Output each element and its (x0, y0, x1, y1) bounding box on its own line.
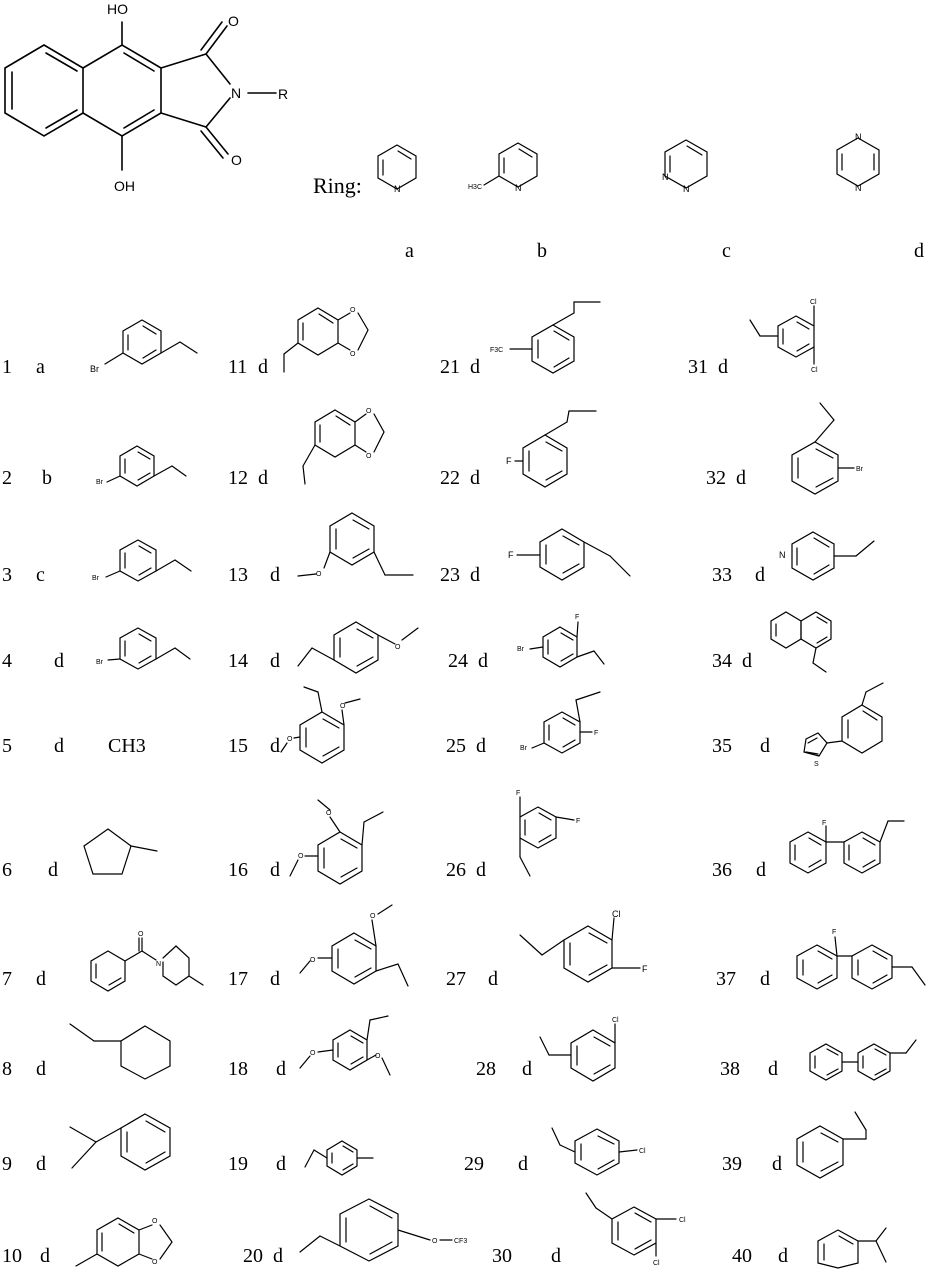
compound-12-structure (303, 408, 384, 484)
compound-14-structure (298, 622, 418, 673)
compound-11-o2-label: O (350, 351, 356, 358)
compound-22-f-label: F (506, 456, 512, 466)
compound-25-br-label: Br (520, 745, 527, 752)
compound-30-cl2-label: Cl (653, 1260, 660, 1267)
compound-10-number: 10 (2, 1245, 22, 1267)
compound-27-cl-label: Cl (612, 909, 621, 919)
compound-31-ring: d (718, 356, 728, 378)
compound-28-structure (540, 1017, 619, 1081)
compound-23-structure (508, 529, 630, 580)
compound-14-o-label: O (395, 644, 401, 651)
compound-37-number: 37 (716, 968, 736, 990)
compound-36-number: 36 (712, 859, 732, 881)
compound-5-ring: d (54, 735, 64, 757)
compound-32-br-label: Br (856, 466, 863, 473)
compound-29-ring: d (518, 1153, 528, 1175)
compound-3-structure (92, 540, 191, 582)
compound-15-ring: d (270, 735, 280, 757)
compound-15-number: 15 (228, 735, 248, 757)
compound-16-o2-label: O (298, 853, 304, 860)
compound-31-number: 31 (688, 356, 708, 378)
ring-d-n2-label: N (855, 183, 862, 193)
compound-35-ring: d (760, 735, 770, 757)
compound-1-structure (90, 320, 197, 374)
compound-3-ring: c (36, 564, 45, 586)
compound-33-ring: d (755, 564, 765, 586)
ring-key-b: b (537, 240, 547, 262)
compound-15-o2-label: O (287, 736, 293, 743)
carbonyl-o-top-label: O (228, 13, 239, 29)
compound-4-ring: d (54, 650, 64, 672)
compound-31-cl1-label: Cl (810, 299, 817, 306)
compound-40-number: 40 (732, 1245, 752, 1267)
compound-39-number: 39 (722, 1153, 742, 1175)
compound-21-ring: d (470, 356, 480, 378)
compound-7-ring: d (36, 968, 46, 990)
ring-c-n2-label: N (683, 184, 690, 194)
compound-12-ring: d (258, 467, 268, 489)
compound-9-structure (70, 1114, 170, 1170)
compound-21-number: 21 (440, 356, 460, 378)
compound-27-number: 27 (446, 968, 466, 990)
compound-13-o-label: O (316, 571, 322, 578)
compound-4-number: 4 (2, 650, 12, 672)
ring-a-n-label: N (394, 184, 401, 194)
compound-30-ring: d (551, 1245, 561, 1267)
compound-27-f-label: F (642, 964, 648, 974)
compound-9-ring: d (36, 1153, 46, 1175)
compound-5-number: 5 (2, 735, 12, 757)
ring-key-a: a (405, 240, 414, 262)
compound-12-o2-label: O (366, 453, 372, 460)
compound-38-structure (810, 1040, 916, 1080)
compound-19-number: 19 (228, 1153, 248, 1175)
compound-27-structure (520, 909, 648, 982)
compound-40-structure (818, 1228, 886, 1268)
compound-24-ring: d (478, 650, 488, 672)
oh-bottom-label: OH (114, 178, 135, 194)
compound-10-o1-label: O (152, 1218, 158, 1225)
compound-30-structure (586, 1193, 686, 1267)
compound-3-br-label: Br (92, 575, 99, 582)
compound-38-ring: d (768, 1058, 778, 1080)
ring-heading: Ring: (313, 173, 362, 198)
compound-17-structure (300, 905, 408, 986)
compound-36-structure (790, 820, 904, 873)
compound-17-ring: d (270, 968, 280, 990)
compound-2-number: 2 (2, 467, 12, 489)
compound-36-f-label: F (822, 820, 827, 827)
compound-8-ring: d (36, 1058, 46, 1080)
ring-b-methyl-label: H3C (468, 184, 483, 191)
compound-7-n-label: N (156, 961, 162, 968)
compound-2-structure (96, 446, 186, 486)
compound-33-structure (779, 532, 874, 580)
compound-28-cl-label: Cl (612, 1017, 619, 1024)
compound-13-ring: d (270, 564, 280, 586)
compound-21-structure (490, 302, 600, 373)
core-scaffold (5, 1, 288, 194)
compound-17-o2-label: O (310, 957, 316, 964)
compound-1-ring: a (36, 356, 45, 378)
ring-d-n1-label: N (855, 132, 862, 142)
compound-29-number: 29 (464, 1153, 484, 1175)
compound-4-br-label: Br (96, 659, 103, 666)
ring-b-n-label: N (515, 183, 522, 193)
compound-26-number: 26 (446, 859, 466, 881)
compound-14-ring: d (270, 650, 280, 672)
compound-4-structure (96, 628, 190, 669)
compound-8-structure (70, 1024, 170, 1079)
compound-40-ring: d (778, 1245, 788, 1267)
compound-20-ring: d (273, 1245, 283, 1267)
oh-top-label: HO (107, 1, 128, 17)
r-group-label: R (278, 86, 289, 102)
compound-29-cl-label: Cl (639, 1148, 646, 1155)
compound-33-number: 33 (712, 564, 732, 586)
compound-20-cf3-label: CF3 (454, 1238, 468, 1245)
compound-25-f-label: F (594, 730, 599, 737)
compound-16-number: 16 (228, 859, 248, 881)
compound-11-structure (284, 307, 368, 372)
ring-key-d: d (914, 240, 924, 262)
compound-37-f-label: F (832, 929, 837, 936)
compound-30-number: 30 (492, 1245, 512, 1267)
compound-23-number: 23 (440, 564, 460, 586)
compound-19-ring: d (276, 1153, 286, 1175)
compound-24-f-label: F (575, 614, 580, 621)
compound-24-structure (517, 614, 604, 667)
compound-12-number: 12 (228, 467, 248, 489)
compound-34-structure (771, 612, 831, 672)
compound-20-structure (300, 1199, 467, 1261)
ring-key-c: c (722, 240, 731, 262)
compound-7-o-label: O (138, 931, 144, 938)
compound-23-f-label: F (508, 550, 514, 560)
compound-30-cl1-label: Cl (679, 1217, 686, 1224)
compound-6-structure (84, 829, 157, 874)
compound-26-ring: d (476, 859, 486, 881)
compound-12-o1-label: O (366, 408, 372, 415)
compound-32-structure (792, 403, 864, 494)
compound-2-ring: b (42, 467, 52, 489)
compound-15-structure (281, 687, 360, 763)
ring-d-structure (837, 132, 879, 193)
compound-35-number: 35 (712, 735, 732, 757)
compound-18-o2-label: O (310, 1050, 316, 1057)
compound-26-f1-label: F (516, 790, 521, 797)
carbonyl-o-bottom-label: O (231, 152, 242, 168)
compound-7-number: 7 (2, 968, 12, 990)
compound-19-structure (305, 1141, 373, 1175)
compound-24-br-label: Br (517, 646, 524, 653)
compound-25-number: 25 (446, 735, 466, 757)
compound-2-br-label: Br (96, 479, 103, 486)
compound-13-number: 13 (228, 564, 248, 586)
compound-24-number: 24 (448, 650, 468, 672)
compound-10-structure (76, 1218, 172, 1266)
compound-22-ring: d (470, 467, 480, 489)
compound-35-s-label: S (814, 761, 819, 768)
compound-27-ring: d (488, 968, 498, 990)
compound-16-o1-label: O (326, 810, 332, 817)
compound-28-number: 28 (476, 1058, 496, 1080)
compound-29-structure (552, 1128, 646, 1175)
compound-37-structure (797, 929, 925, 989)
compound-25-ring: d (476, 735, 486, 757)
compound-16-ring: d (270, 859, 280, 881)
compound-18-o1-label: O (375, 1053, 381, 1060)
compound-14-number: 14 (228, 650, 248, 672)
compound-22-number: 22 (440, 467, 460, 489)
compound-34-ring: d (742, 650, 752, 672)
compound-17-o1-label: O (370, 913, 376, 920)
compound-34-number: 34 (712, 650, 732, 672)
compound-31-cl2-label: Cl (811, 367, 818, 374)
compound-26-f2-label: F (576, 818, 581, 825)
ring-a-structure (378, 145, 416, 194)
compound-13-structure (298, 513, 413, 578)
compound-7-structure (91, 931, 203, 991)
compound-39-ring: d (772, 1153, 782, 1175)
compound-1-number: 1 (2, 356, 12, 378)
compound-39-structure (797, 1112, 866, 1178)
compound-21-cf3-label: F3C (490, 347, 504, 354)
compound-15-o1-label: O (340, 703, 346, 710)
compound-16-structure (290, 800, 383, 884)
compound-37-ring: d (760, 968, 770, 990)
ring-c-structure (662, 140, 707, 194)
compound-20-o-label: O (432, 1238, 438, 1245)
compound-31-structure (750, 299, 818, 374)
ring-b-structure (468, 143, 537, 193)
compound-1-br-label: Br (90, 364, 99, 374)
compound-28-ring: d (522, 1058, 532, 1080)
compound-11-ring: d (258, 356, 268, 378)
compound-5-substituent: CH3 (108, 735, 146, 757)
compound-32-ring: d (736, 467, 746, 489)
compound-8-number: 8 (2, 1058, 12, 1080)
compound-35-structure (804, 683, 883, 768)
compound-17-number: 17 (228, 968, 248, 990)
ring-c-n1-label: N (662, 172, 669, 182)
compound-23-ring: d (470, 564, 480, 586)
compound-25-structure (520, 692, 600, 753)
compound-11-o1-label: O (350, 307, 356, 314)
compound-6-number: 6 (2, 859, 12, 881)
compound-26-structure (516, 790, 580, 876)
compound-9-number: 9 (2, 1153, 12, 1175)
compound-32-number: 32 (706, 467, 726, 489)
compound-18-number: 18 (228, 1058, 248, 1080)
compound-22-structure (506, 411, 596, 487)
compound-6-ring: d (48, 859, 58, 881)
compound-33-n-label: N (779, 550, 786, 560)
compound-20-number: 20 (243, 1245, 263, 1267)
compound-18-structure (300, 1016, 390, 1075)
compound-10-o2-label: O (152, 1259, 158, 1266)
compound-10-ring: d (40, 1245, 50, 1267)
compound-38-number: 38 (720, 1058, 740, 1080)
compound-36-ring: d (756, 859, 766, 881)
compound-18-ring: d (276, 1058, 286, 1080)
compound-11-number: 11 (228, 356, 248, 378)
imide-n-label: N (231, 85, 242, 101)
compound-3-number: 3 (2, 564, 12, 586)
